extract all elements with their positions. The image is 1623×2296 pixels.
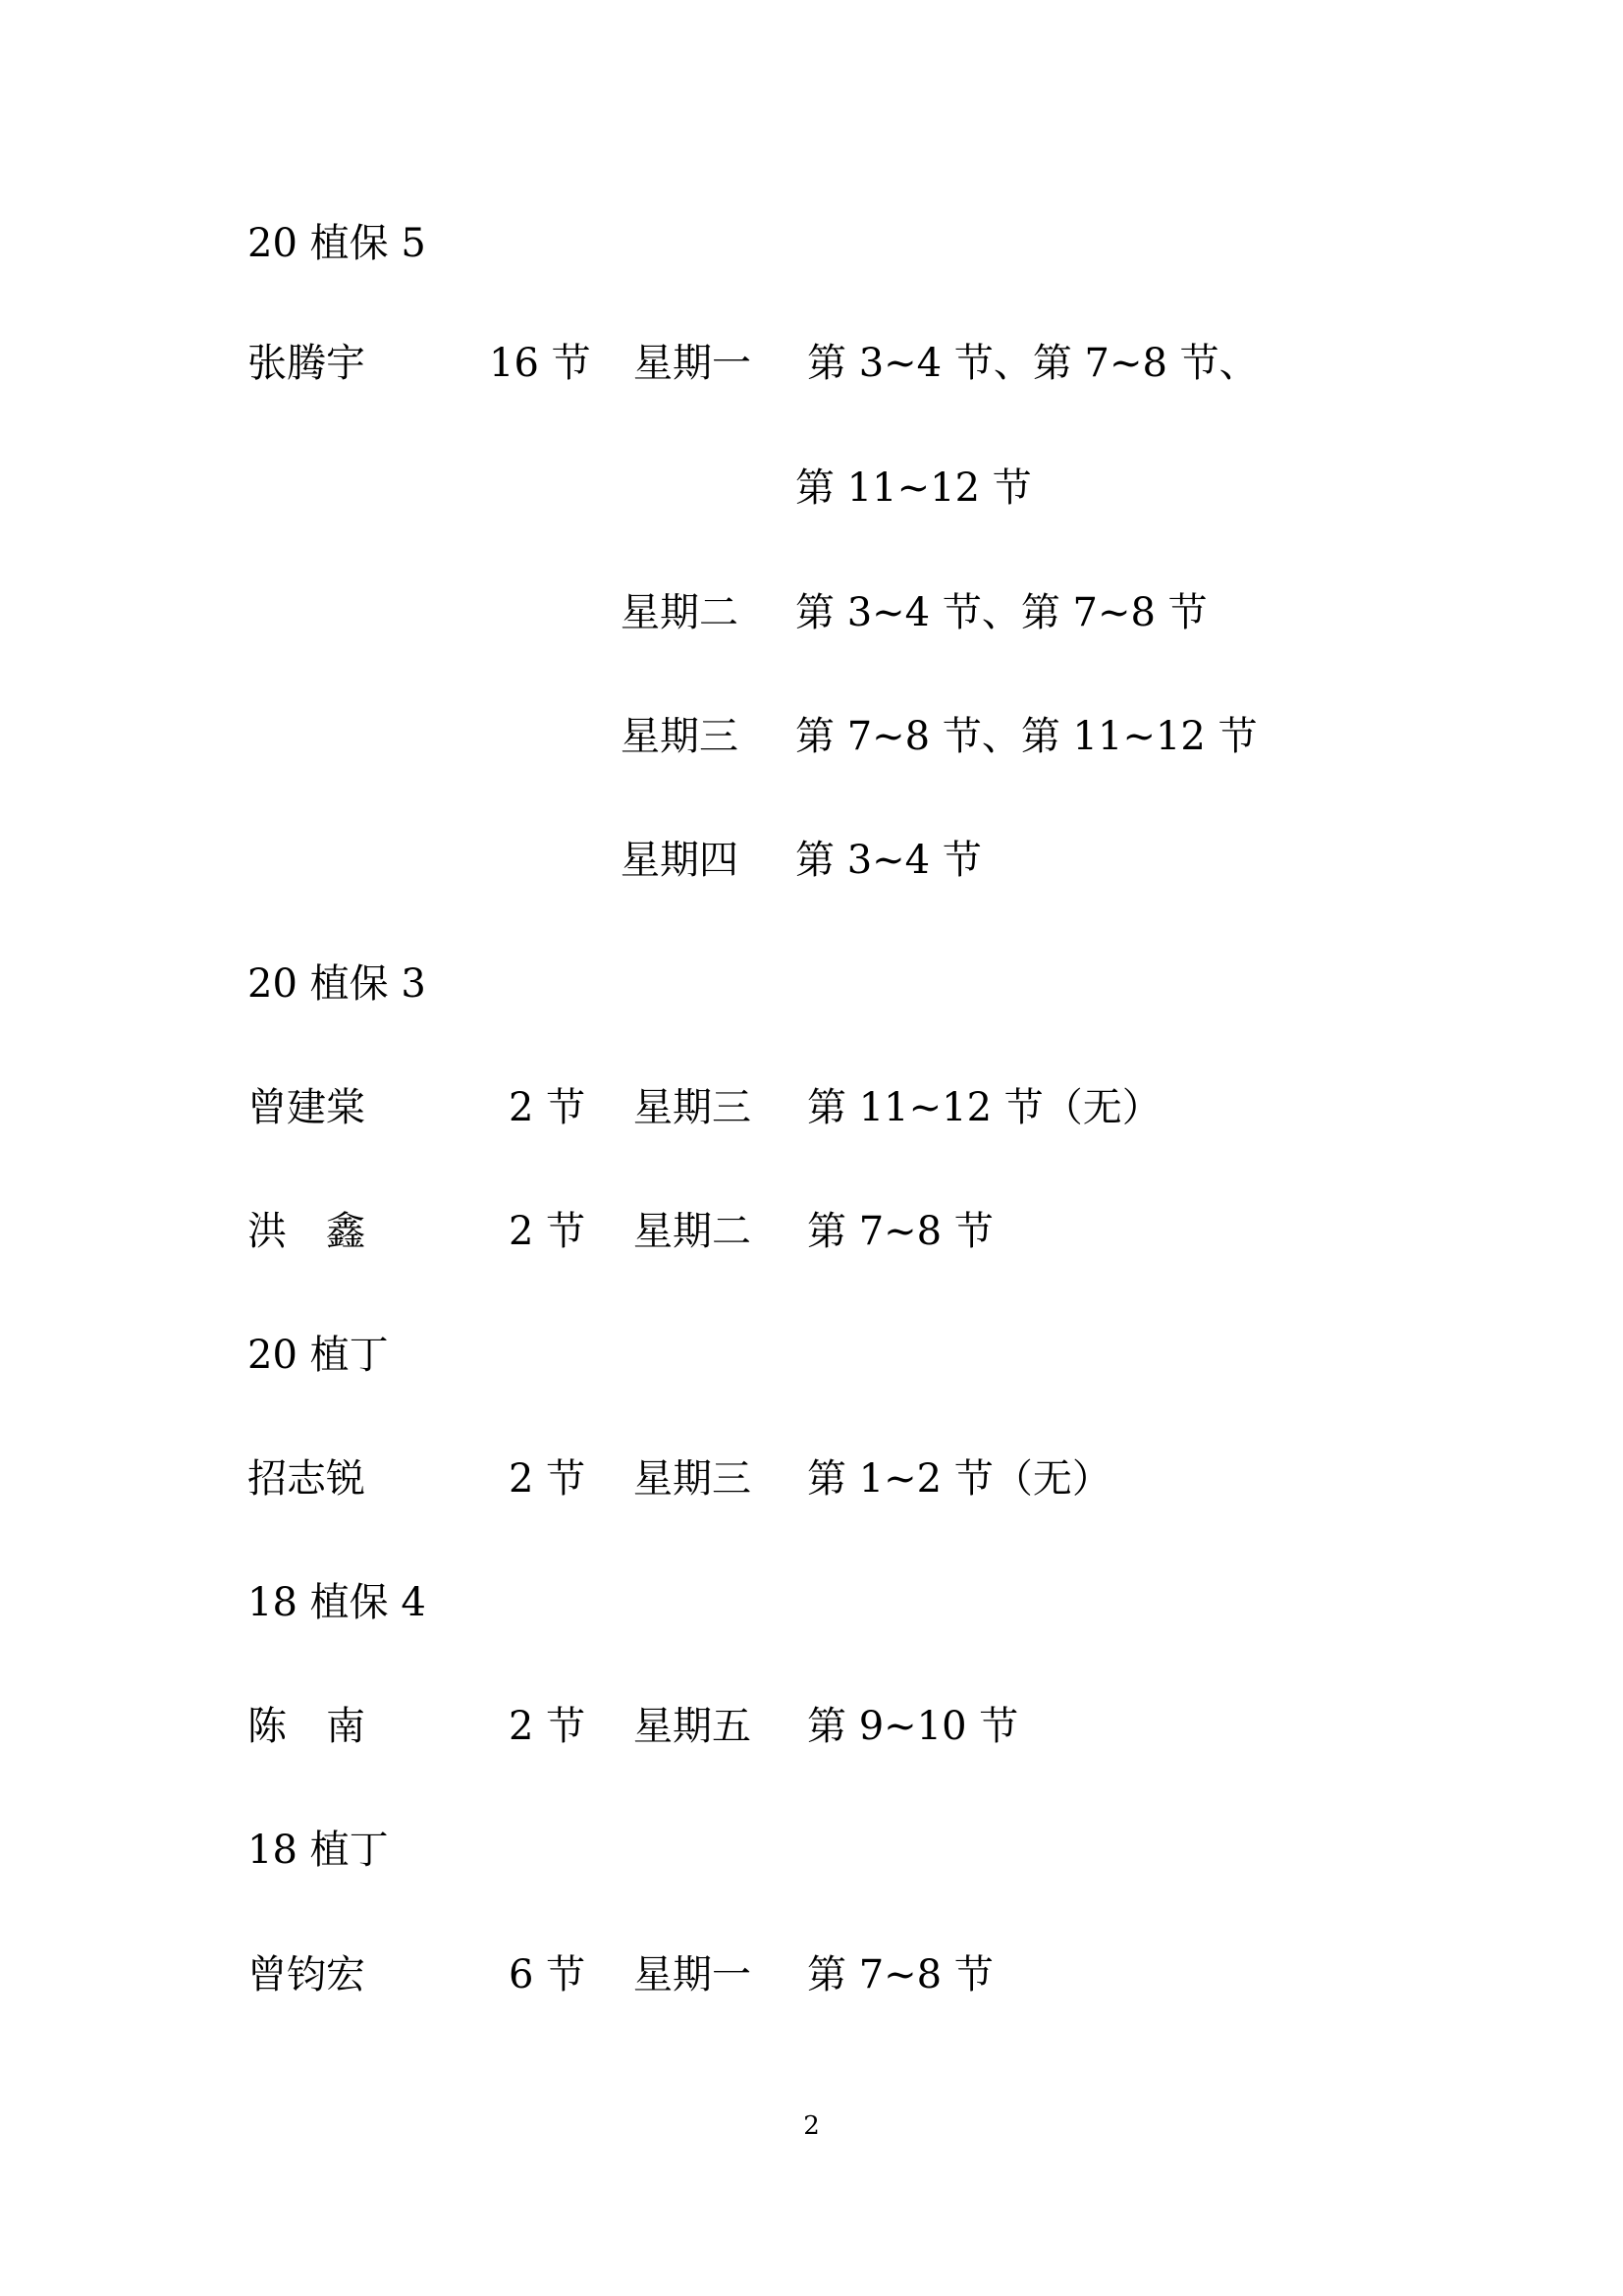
section-heading: 18 植保 4 [247,1580,426,1625]
periods: 第 3~4 节、第 7~8 节 [795,590,1208,635]
periods: 第 11~12 节（无） [807,1085,1162,1130]
hours-count: 2 节 [509,1456,586,1502]
person-name: 张腾宇 [247,341,365,386]
weekday: 星期二 [621,590,738,635]
hours-count: 6 节 [509,1952,586,1997]
person-name: 曾钧宏 [247,1952,365,1997]
section-heading: 18 植丁 [247,1828,389,1873]
periods: 第 1~2 节（无） [807,1456,1111,1502]
weekday: 星期三 [621,714,738,759]
weekday: 星期三 [633,1085,751,1130]
section-heading: 20 植丁 [247,1333,389,1378]
hours-count: 2 节 [509,1209,586,1254]
person-name: 陈 南 [247,1704,365,1749]
weekday: 星期四 [621,838,738,883]
periods: 第 3~4 节、第 7~8 节、 [807,341,1259,386]
hours-count: 2 节 [509,1704,586,1749]
page-number: 2 [803,2111,820,2141]
weekday: 星期二 [633,1209,751,1254]
section-heading: 20 植保 3 [247,961,426,1007]
hours-count: 2 节 [509,1085,586,1130]
weekday: 星期一 [633,341,751,386]
periods: 第 7~8 节、第 11~12 节 [795,714,1258,759]
weekday: 星期三 [633,1456,751,1502]
section-heading: 20 植保 5 [247,221,426,266]
person-name: 曾建棠 [247,1085,365,1130]
periods: 第 7~8 节 [807,1209,994,1254]
hours-count: 16 节 [489,341,591,386]
person-name: 洪 鑫 [247,1209,365,1254]
weekday: 星期一 [633,1952,751,1997]
periods: 第 9~10 节 [807,1704,1019,1749]
periods: 第 11~12 节 [795,465,1032,511]
periods: 第 7~8 节 [807,1952,994,1997]
periods: 第 3~4 节 [795,838,982,883]
person-name: 招志锐 [247,1456,365,1502]
weekday: 星期五 [633,1704,751,1749]
